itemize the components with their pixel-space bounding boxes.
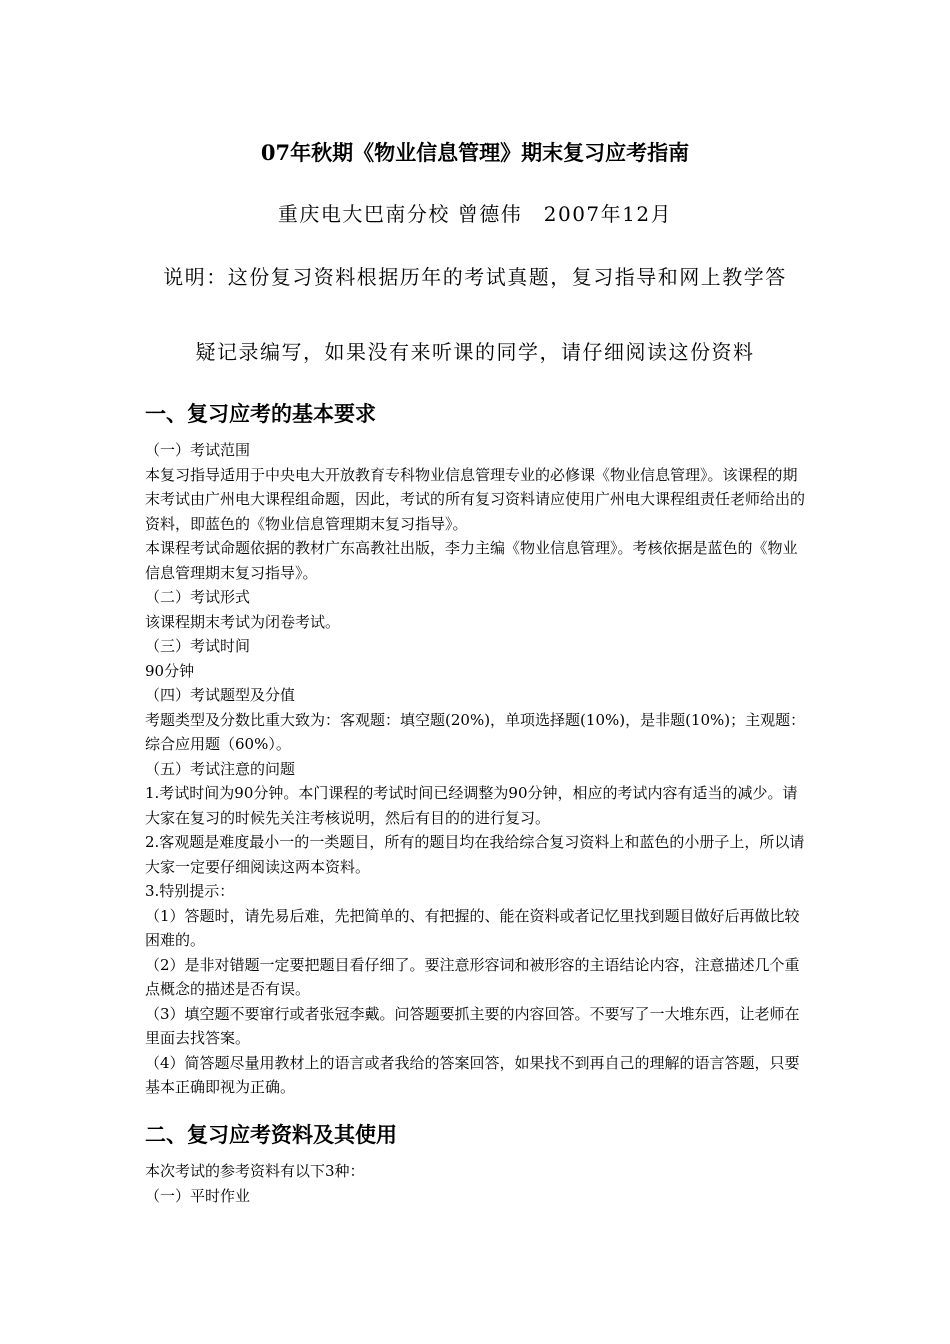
note-line-1: 说明：这份复习资料根据历年的考试真题，复习指导和网上教学答 (163, 265, 787, 289)
list-item: （1）答题时，请先易后难，先把简单的、有把握的、能在资料或者记忆里找到题目做好后再做比较困难的。 (145, 906, 800, 949)
section-heading-1: 一、复习应考的基本要求 (145, 401, 376, 426)
paragraph: 90分钟 (145, 661, 195, 680)
paragraph: 本课程考试命题依据的教材广东高教社出版，李力主编《物业信息管理》。考核依据是蓝色的《物业信息管理期末复习指导》。 (145, 539, 798, 582)
subheading-question-types: （四）考试题型及分值 (145, 686, 296, 704)
list-item: （4）简答题尽量用教材上的语言或者我给的答案回答，如果找不到再自己的理解的语言答题，只要基本正确即视为正确。 (145, 1053, 800, 1096)
subheading-exam-format: （二）考试形式 (145, 588, 251, 606)
list-item: （2）是非对错题一定要把题目看仔细了。要注意形容词和被形容的主语结论内容，注意描述几个重点概念的描述是否有误。 (145, 955, 800, 998)
paragraph: 本复习指导适用于中央电大开放教育专科物业信息管理专业的必修课《物业信息管理》。该课程的期末考试由广州电大课程组命题，因此，考试的所有复习资料请应使用广州电大课程组责任老师给出的资料，即蓝色的《物业信息管理期末复习指导》。 (145, 465, 806, 533)
section-2-body (145, 1159, 810, 1208)
author-line: 重庆电大巴南分校 曾德伟 2007年12月 (277, 202, 673, 226)
subheading-regular-homework: （一）平时作业 (145, 1186, 251, 1205)
list-item: （3）填空题不要窜行或者张冠李戴。问答题要抓主要的内容回答。不要写了一大堆东西，让老师在里面去找答案。 (145, 1004, 800, 1047)
paragraph: 本次考试的参考资料有以下3种： (145, 1162, 365, 1180)
list-item: 1.考试时间为90分钟。本门课程的考试时间已经调整为90分钟，相应的考试内容有适当的减少。请大家在复习的时候先关注考核说明，然后有目的的进行复习。 (145, 784, 798, 827)
section-1-body (145, 438, 810, 1100)
list-item: 3.特别提示： (145, 882, 235, 900)
subheading-exam-scope: （一）考试范围 (145, 441, 251, 459)
subheading-exam-time: （三）考试时间 (145, 637, 251, 655)
paragraph: 考题类型及分数比重大致为：客观题：填空题(20%)，单项选择题(10%)，是非题(10%)；主观题：综合应用题（60%）。 (145, 710, 806, 753)
paragraph: 该课程期末考试为闭卷考试。 (145, 612, 341, 631)
document-title: 07年秋期《物业信息管理》期末复习应考指南 (260, 140, 690, 165)
subheading-exam-notes: （五）考试注意的问题 (145, 759, 296, 778)
note-line-2: 疑记录编写，如果没有来听课的同学，请仔细阅读这份资料 (195, 340, 755, 364)
list-item: 2.客观题是难度最小一的一类题目，所有的题目均在我给综合复习资料上和蓝色的小册子上，所以请大家一定要仔细阅读这两本资料。 (145, 833, 805, 876)
section-heading-2: 二、复习应考资料及其使用 (145, 1122, 397, 1147)
